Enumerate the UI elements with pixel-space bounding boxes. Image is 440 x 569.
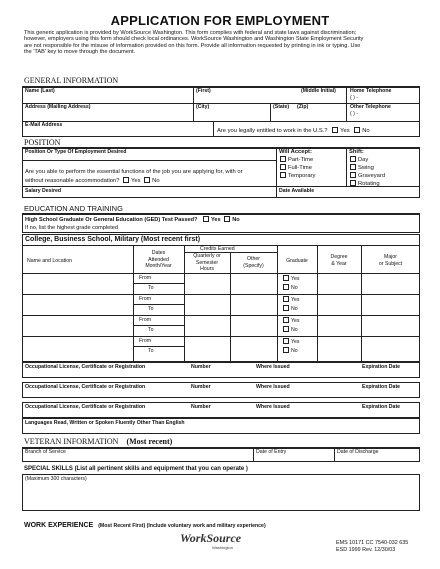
graduate-no-label: No (291, 348, 298, 354)
date-available-field[interactable]: Date Available (279, 188, 315, 194)
work-entitlement-question (217, 127, 370, 134)
graduate-option[interactable] (283, 305, 298, 312)
form-code: EMS 10171 CC 7540-032 635 (336, 540, 409, 546)
intro-line: the 'TAB' key to move through the document. (24, 49, 136, 56)
hs-question-label: High School Graduate Or General Education (GED) Test Passed? (25, 217, 198, 223)
header-line: Other (247, 256, 260, 262)
row-divider (133, 304, 184, 305)
name-location-header: Name and Location (27, 258, 72, 264)
day-shift-label: Day (358, 157, 369, 163)
position-desired-field[interactable]: Position Or Type Of Employment Desired (25, 149, 127, 155)
graduate-option[interactable] (283, 338, 299, 345)
header-line: Degree (330, 254, 348, 260)
other-telephone-value[interactable]: ( ) - (350, 111, 359, 117)
languages-field[interactable]: Languages Read, Written or Spoken Fluently Other Than English (25, 420, 185, 426)
branch-of-service-field[interactable]: Branch of Service (25, 449, 66, 455)
license-number-field[interactable]: Number (191, 364, 211, 370)
hs-no-label: No (232, 217, 240, 223)
shift-option[interactable] (350, 164, 374, 171)
graduate-no-checkbox[interactable] (283, 347, 289, 353)
graveyard-shift-label: Graveyard (358, 173, 386, 179)
part-time-label: Part-Time (288, 157, 314, 163)
license-expiration-field[interactable]: Expiration Date (362, 364, 401, 370)
will-accept-label: Will Accept: (279, 149, 312, 155)
license-number-field[interactable]: Number (191, 384, 211, 390)
hs-yes-checkbox[interactable] (203, 216, 209, 222)
date-of-entry-field[interactable]: Date of Entry (256, 449, 287, 455)
graduate-no-checkbox[interactable] (283, 326, 289, 332)
intro-text (24, 30, 424, 56)
col-divider (213, 121, 214, 137)
part-time-checkbox[interactable] (280, 156, 286, 162)
city-field[interactable]: (City) (196, 104, 210, 110)
highest-grade-field[interactable]: If no, list the highest grade completed (25, 225, 118, 231)
revision-code: ESD 1999 Rev. 12/30/03 (336, 547, 396, 553)
row-divider (22, 160, 276, 161)
header-line: & Year (331, 260, 347, 267)
special-skills-heading: SPECIAL SKILLS (List all pertinent skills and equipment that you can operate ) (24, 466, 248, 472)
header-line: Quarterly or (193, 253, 221, 259)
perform-question-line1: Are you able to perform the essential functions of the job you are applying for, with or (25, 169, 243, 175)
perform-no-label: No (152, 178, 160, 184)
state-field[interactable]: (State) (273, 104, 290, 110)
row-divider (133, 346, 184, 347)
special-skills-hint: (Maximum 300 characters) (25, 476, 87, 482)
row-divider (133, 283, 184, 284)
veteran-heading-text: VETERAN INFORMATION (24, 437, 119, 446)
graduate-yes-checkbox[interactable] (283, 275, 289, 281)
veteran-heading-sub: (Most recent) (126, 437, 173, 446)
row-divider (22, 273, 420, 274)
college-table-title: College, Business School, Military (Most recent first) (25, 236, 201, 243)
license-where-issued-field[interactable]: Where Issued (256, 384, 290, 390)
entitled-no-checkbox[interactable] (354, 127, 360, 133)
graduate-option[interactable] (283, 296, 299, 303)
row-divider (22, 336, 420, 337)
degree-header (317, 254, 361, 267)
graduate-header: Graduate (286, 258, 308, 264)
shift-option[interactable] (350, 172, 385, 179)
graduate-option[interactable] (283, 275, 299, 282)
hs-no-checkbox[interactable] (224, 216, 230, 222)
header-line: (Specify) (243, 262, 264, 269)
dates-attended-header (133, 250, 184, 270)
other-telephone-field[interactable]: Other Telephone (350, 104, 391, 110)
to-label: To (148, 348, 154, 354)
license-number-field[interactable]: Number (191, 404, 211, 410)
accept-option[interactable] (280, 164, 312, 171)
col-divider (193, 87, 194, 121)
graduate-no-checkbox[interactable] (283, 305, 289, 311)
to-label: To (148, 306, 154, 312)
header-line: Attended (148, 256, 169, 263)
intro-line: are not responsible for the misuse of information provided on this form. Provide all information requested by printing in ink or typing. Use (24, 42, 361, 49)
from-label: From (139, 275, 152, 281)
work-experience-heading (24, 523, 266, 529)
general-info-heading: GENERAL INFORMATION (24, 76, 119, 85)
graduate-option[interactable] (283, 317, 299, 324)
perform-question-label: without reasonable accommodation? (25, 178, 120, 184)
graduate-no-label: No (291, 285, 298, 291)
to-label: To (148, 327, 154, 333)
work-experience-sub: (Most Recent First) (Include voluntary work and military experience) (98, 523, 266, 529)
accept-option[interactable] (280, 172, 315, 179)
entitled-yes-checkbox[interactable] (332, 127, 338, 133)
email-field[interactable]: E-Mail Address (25, 122, 63, 128)
day-shift-checkbox[interactable] (350, 156, 356, 162)
page-title: APPLICATION FOR EMPLOYMENT (110, 13, 330, 28)
address-field[interactable]: Address (Mailing Address) (25, 104, 91, 110)
graduate-option[interactable] (283, 326, 298, 333)
hs-question (25, 216, 240, 223)
license-where-issued-field[interactable]: Where Issued (256, 404, 290, 410)
work-entitlement-label: Are you legally entitled to work in the U.S.? (217, 128, 328, 134)
license-field[interactable]: Occupational License, Certificate or Registration (25, 364, 146, 370)
other-specify-header (230, 256, 277, 269)
row-divider (22, 121, 420, 122)
temporary-label: Temporary (288, 173, 316, 179)
graduate-yes-label: Yes (291, 339, 300, 345)
graduate-yes-checkbox[interactable] (283, 296, 289, 302)
license-expiration-field[interactable]: Expiration Date (362, 384, 401, 390)
intro-line: This generic application is provided by WorkSource Washington. This form complies with federal and state laws against discrimination; (24, 30, 357, 36)
perform-no-checkbox[interactable] (144, 177, 150, 183)
full-time-label: Full-Time (288, 165, 312, 171)
graduate-yes-label: Yes (291, 297, 300, 303)
rotating-shift-checkbox[interactable] (350, 180, 356, 186)
header-line: Hours (200, 266, 214, 273)
graduate-yes-checkbox[interactable] (283, 338, 289, 344)
major-header (361, 254, 420, 267)
license-field[interactable]: Occupational License, Certificate or Registration (25, 404, 146, 410)
perform-yes-label: Yes (131, 178, 141, 184)
position-heading: POSITION (24, 138, 61, 147)
header-line: Semester (195, 259, 219, 266)
credits-earned-header: Credits Earned (200, 246, 235, 252)
home-telephone-field[interactable]: Home Telephone (350, 88, 392, 94)
to-label: To (148, 285, 154, 291)
graduate-no-label: No (291, 306, 298, 312)
row-divider (22, 315, 420, 316)
row-divider (133, 325, 184, 326)
swing-shift-checkbox[interactable] (350, 164, 356, 170)
col-divider (270, 103, 271, 121)
from-label: From (139, 338, 152, 344)
license-field[interactable]: Occupational License, Certificate or Registration (25, 384, 146, 390)
col-divider (346, 148, 347, 186)
perform-question-line2 (25, 177, 160, 184)
header-line: or Subject (378, 260, 403, 267)
intro-line: however, employers using this form should check local ordinances. WorkSource Washington and Washington State Employment Security (24, 36, 364, 43)
shift-option[interactable] (350, 156, 368, 163)
shift-option[interactable] (350, 180, 380, 187)
home-telephone-value[interactable]: ( ) - (350, 95, 359, 101)
entitled-no-label: No (362, 128, 370, 134)
middle-initial-field[interactable]: (Middle Initial) (301, 88, 336, 94)
col-divider (276, 148, 277, 198)
work-experience-title: WORK EXPERIENCE (24, 522, 94, 529)
row-divider (22, 294, 420, 295)
graveyard-shift-checkbox[interactable] (350, 172, 356, 178)
perform-yes-checkbox[interactable] (123, 177, 129, 183)
graduate-no-checkbox[interactable] (283, 284, 289, 290)
name-last-field[interactable]: Name (Last) (25, 88, 55, 94)
zip-field[interactable]: (Zip) (297, 104, 309, 110)
full-time-checkbox[interactable] (280, 164, 286, 170)
license-where-issued-field[interactable]: Where Issued (256, 364, 290, 370)
first-name-field[interactable]: (First) (196, 88, 211, 94)
shift-label: Shift: (349, 149, 364, 155)
col-divider (334, 448, 335, 462)
temporary-checkbox[interactable] (280, 172, 286, 178)
worksource-logo: WorkSource (180, 531, 242, 545)
graduate-option[interactable] (283, 284, 298, 291)
education-heading: EDUCATION AND TRAINING (24, 204, 123, 213)
veteran-heading (24, 437, 172, 446)
from-label: From (139, 296, 152, 302)
rotating-shift-label: Rotating (358, 181, 380, 187)
graduate-yes-label: Yes (291, 276, 300, 282)
header-line: Month/Year (145, 263, 172, 270)
header-line: Dates (151, 250, 166, 256)
graduate-yes-label: Yes (291, 318, 300, 324)
date-of-discharge-field[interactable]: Date of Discharge (337, 449, 379, 455)
from-label: From (139, 317, 152, 323)
license-expiration-field[interactable]: Expiration Date (362, 404, 401, 410)
swing-shift-label: Swing (358, 165, 374, 171)
graduate-no-label: No (291, 327, 298, 333)
entitled-yes-label: Yes (340, 128, 350, 134)
graduate-option[interactable] (283, 347, 298, 354)
accept-option[interactable] (280, 156, 313, 163)
salary-desired-field[interactable]: Salary Desired (25, 188, 62, 194)
header-line: Major (384, 254, 397, 260)
col-divider (346, 87, 347, 121)
graduate-yes-checkbox[interactable] (283, 317, 289, 323)
worksource-logo-sub: Washington (212, 545, 233, 550)
quarterly-header (184, 253, 230, 273)
hs-yes-label: Yes (210, 217, 221, 223)
col-divider (253, 448, 254, 462)
